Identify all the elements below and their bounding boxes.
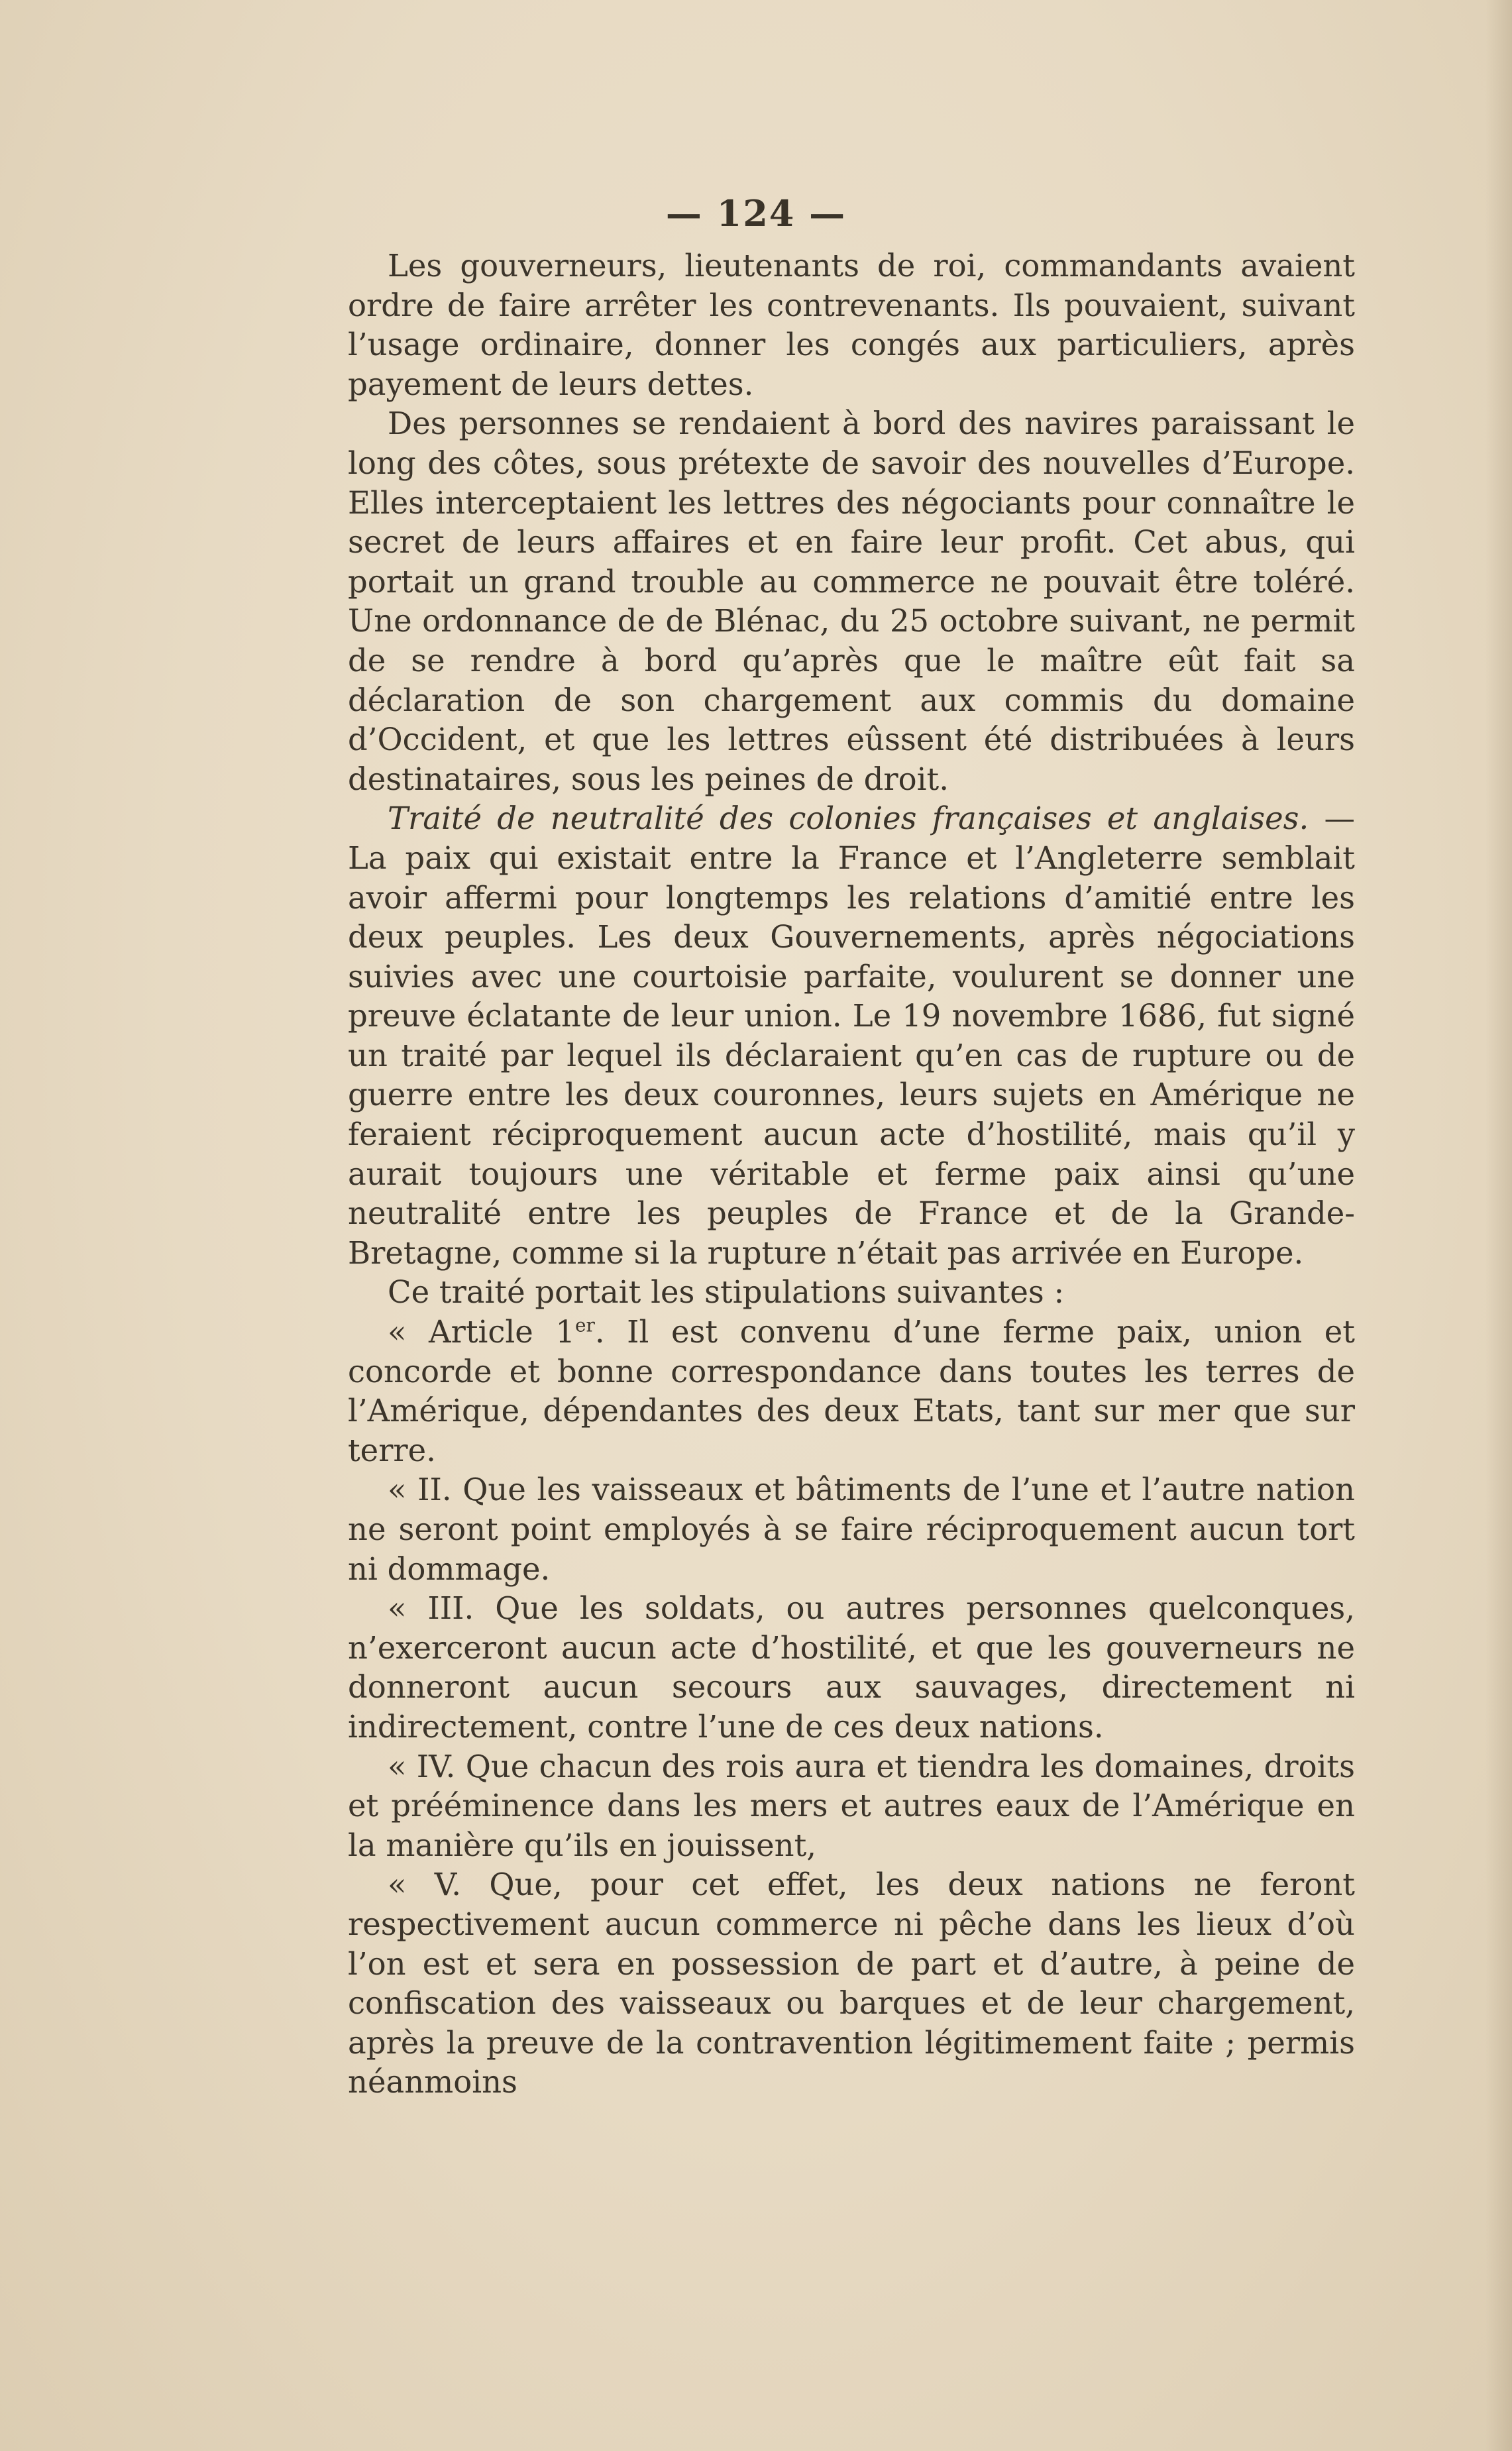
article-1-prefix: « Article 1 <box>388 1314 575 1350</box>
article-3-text: « III. Que les soldats, ou autres personnes quelconques, n’exerceront aucun acte d’hostilité, et que les gouverneurs ne donneront aucun secours aux sauvages, directement ni indirectement, contre l’une de ces deux nations. <box>348 1590 1355 1745</box>
paragraph-2-text: Des personnes se rendaient à bord des navires paraissant le long des côtes, sous prétexte de savoir des nouvelles d’Europe. Elles interceptaient les lettres des négociants pour connaître le secret de leurs affaires et en faire leur profit. Cet abus, qui portait un grand trouble au commerce ne pouvait être toléré. Une ordonnance de de Blénac, du 25 octobre suivant, ne permit de se rendre à bord qu’après que le maître eût fait sa déclaration de son chargement aux commis du domaine d’Occident, et que les lettres eûssent été distribuées à leurs destinataires, sous les peines de droit. <box>348 406 1355 797</box>
paragraph-3 <box>348 799 1355 1273</box>
paragraph-2 <box>348 404 1355 799</box>
article-1-superscript: er <box>574 1314 595 1336</box>
body-text <box>348 246 1355 2102</box>
article-2-text: « II. Que les vaisseaux et bâtiments de l’une et l’autre nation ne seront point employés à se faire réciproquement aucun tort ni dommage. <box>348 1472 1355 1587</box>
article-5 <box>348 1865 1355 2102</box>
page-number: — 124 — <box>665 192 847 235</box>
article-2 <box>348 1470 1355 1589</box>
article-1-text: . Il est convenu d’une ferme paix, union et concorde et bonne correspondance dans toutes les terres de l’Amérique, dépendantes des deux Etats, tant sur mer que sur terre. <box>348 1314 1355 1468</box>
paragraph-3-text: — La paix qui existait entre la France et l’Angleterre semblait avoir affermi pour longtemps les relations d’amitié entre les deux peuples. Les deux Gouvernements, après négociations suivies avec une courtoisie parfaite, voulurent se donner une preuve éclatante de leur union. Le 19 novembre 1686, fut signé un traité par lequel ils déclaraient qu’en cas de rupture ou de guerre entre les deux couronnes, leurs sujets en Amérique ne feraient réciproquement aucun acte d’hostilité, mais qu’il y aurait toujours une véritable et ferme paix ainsi qu’une neutralité entre les peuples de France et de la Grande-Bretagne, comme si la rupture n’était pas arrivée en Europe. <box>348 800 1356 1271</box>
page-edge-shadow <box>1485 0 1512 2451</box>
article-4-text: « IV. Que chacun des rois aura et tiendra les domaines, droits et prééminence dans les mers et autres eaux de l’Amérique en la manière qu’ils en jouissent, <box>348 1748 1355 1863</box>
article-5-text: « V. Que, pour cet effet, les deux nations ne feront respectivement aucun commerce ni pêche dans les lieux d’où l’on est et sera en possession de part et d’autre, à peine de confiscation des vaisseaux ou barques et de leur chargement, après la preuve de la contravention légitimement faite ; permis néanmoins <box>348 1867 1355 2100</box>
article-1 <box>348 1313 1355 1470</box>
paragraph-4 <box>348 1273 1355 1313</box>
article-3 <box>348 1589 1355 1747</box>
paragraph-1 <box>348 246 1355 404</box>
section-heading: Traité de neutralité des colonies françaises et anglaises. <box>388 800 1309 837</box>
paragraph-1-text: Les gouverneurs, lieutenants de roi, commandants avaient ordre de faire arrêter les contrevenants. Ils pouvaient, suivant l’usage ordinaire, donner les congés aux particuliers, après payement de leurs dettes. <box>348 248 1355 402</box>
paragraph-4-text: Ce traité portait les stipulations suivantes : <box>388 1274 1065 1311</box>
article-4 <box>348 1747 1355 1866</box>
